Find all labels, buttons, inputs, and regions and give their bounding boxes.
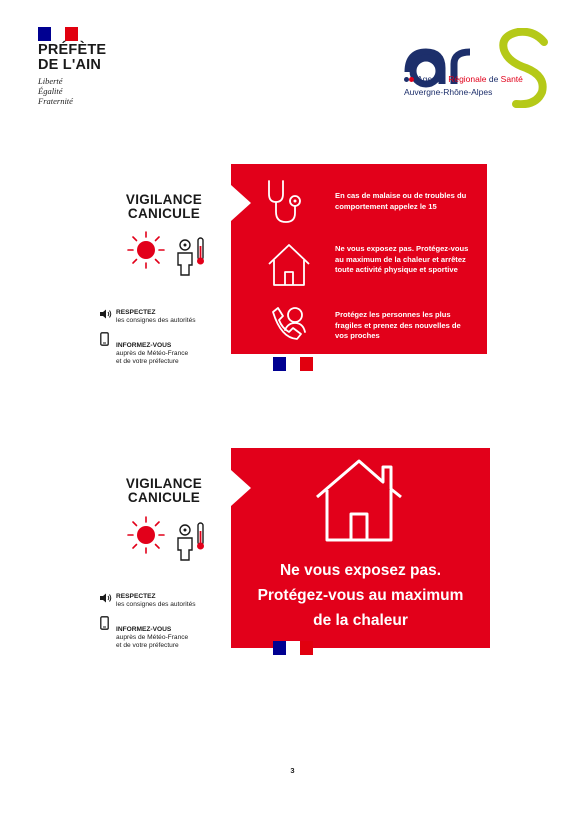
- ars-name-part: Santé: [500, 74, 523, 84]
- prefecture-name: PRÉFÈTE DE L'AIN: [38, 42, 107, 73]
- ars-region: Auvergne-Rhône-Alpes: [404, 87, 493, 97]
- message-emergency: En cas de malaise ou de troubles du comportement appelez le 15: [335, 191, 467, 211]
- sun-person-thermometer-icon: [118, 513, 218, 563]
- message-protect-heat: Ne vous exposez pas. Protégez-vous au maximum de la chaleur et arrêtez toute activité physique et sportive: [335, 244, 469, 274]
- vigilance-title: VIGILANCE CANICULE: [125, 192, 203, 221]
- page-number: 3: [290, 766, 295, 775]
- house-icon: [266, 242, 312, 288]
- speaker-icon: [99, 309, 112, 319]
- advice-text: auprès de Météo-France et de votre préfecture: [116, 350, 189, 365]
- vigilance-title: VIGILANCE CANICULE: [125, 476, 203, 505]
- advice-respect: [116, 309, 196, 325]
- speaker-icon: [99, 593, 112, 603]
- ars-name-part: de: [486, 74, 501, 84]
- advice-title: INFORMEZ-VOUS: [116, 342, 172, 349]
- advice-text: auprès de Météo-France et de votre préfecture: [116, 634, 189, 649]
- republic-flag-mini: [273, 641, 313, 655]
- advice-inform: [116, 334, 188, 374]
- republic-flag-logo: [38, 27, 78, 41]
- message-fragile-people: Protégez les personnes les plus fragiles et prenez des nouvelles de vos proches: [335, 310, 461, 340]
- ars-name-part: Régionale: [448, 74, 487, 84]
- advice-text: les consignes des autorités: [116, 317, 196, 324]
- smartphone-icon: [100, 616, 109, 630]
- advice-text: les consignes des autorités: [116, 601, 196, 608]
- ars-agency-name: [404, 74, 523, 84]
- big-message-protect-heat: Ne vous exposez pas. Protégez-vous au maximum de la chaleur: [257, 562, 464, 629]
- house-icon-large: [313, 457, 405, 543]
- stethoscope-icon: [263, 178, 309, 226]
- smartphone-icon: [100, 332, 109, 346]
- advice-title: RESPECTEZ: [116, 593, 156, 600]
- ars-name-part: Agence: [417, 74, 449, 84]
- advice-inform: [116, 618, 188, 658]
- advice-title: INFORMEZ-VOUS: [116, 626, 172, 633]
- republic-flag-mini: [273, 357, 313, 371]
- sun-person-thermometer-icon: [118, 228, 218, 278]
- advice-respect: [116, 593, 196, 609]
- advice-title: RESPECTEZ: [116, 309, 156, 316]
- phone-person-icon: [265, 302, 311, 348]
- republic-motto: Liberté Égalité Fraternité: [38, 76, 73, 106]
